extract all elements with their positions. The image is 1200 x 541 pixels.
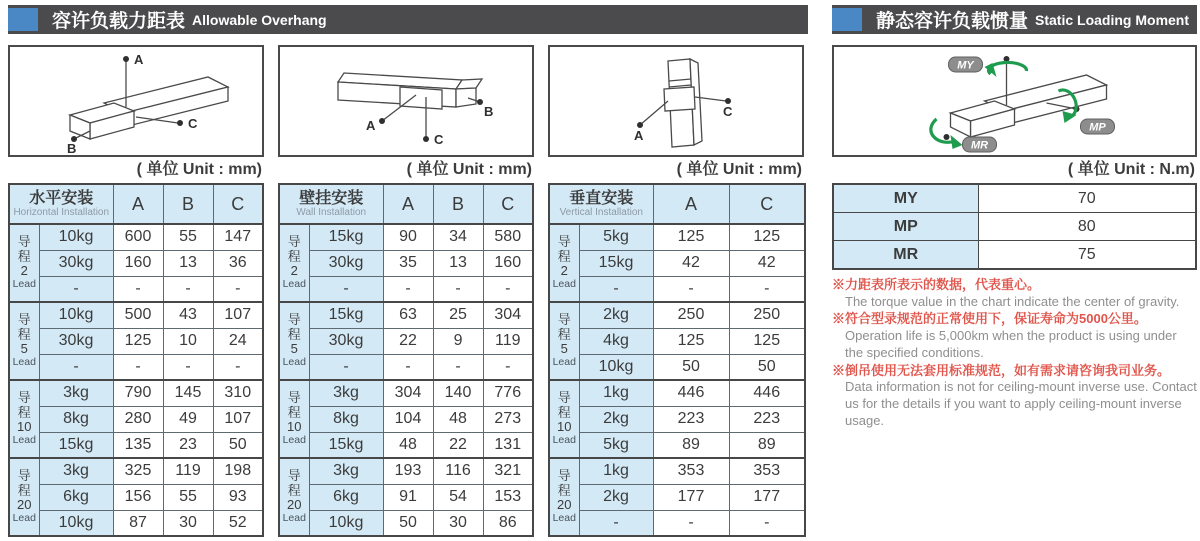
column-header-c: C xyxy=(213,184,263,224)
value-cell: 107 xyxy=(213,302,263,328)
value-cell: - xyxy=(433,354,483,380)
value-cell: 52 xyxy=(213,510,263,536)
value-cell: 353 xyxy=(729,458,805,484)
moment-diagram-box xyxy=(832,45,1197,157)
value-cell: 89 xyxy=(653,432,729,458)
value-cell: - xyxy=(653,276,729,302)
svg-text:C: C xyxy=(723,104,733,119)
load-cell: 3kg xyxy=(309,458,383,484)
column-header-c: C xyxy=(729,184,805,224)
value-cell: 198 xyxy=(213,458,263,484)
table-row xyxy=(549,380,805,406)
load-cell: - xyxy=(579,510,653,536)
note-zh: ※力距表所表示的数据，代表重心。 xyxy=(832,277,1041,292)
value-cell: 42 xyxy=(653,250,729,276)
load-cell: 6kg xyxy=(309,484,383,510)
load-cell: 30kg xyxy=(309,250,383,276)
load-cell: 30kg xyxy=(309,328,383,354)
svg-text:C: C xyxy=(188,116,198,131)
static-moment-section xyxy=(832,45,1197,430)
load-cell: - xyxy=(39,354,113,380)
value-cell: 125 xyxy=(653,328,729,354)
value-cell: 35 xyxy=(383,250,433,276)
table-row xyxy=(549,328,805,354)
value-cell: 273 xyxy=(483,406,533,432)
lead-cell: 导 程 2 Lead xyxy=(9,224,39,302)
moment-section-header xyxy=(832,5,1197,34)
value-cell: 42 xyxy=(729,250,805,276)
svg-text:B: B xyxy=(484,104,494,119)
value-cell: 22 xyxy=(433,432,483,458)
lead-cell: 导 程 20 Lead xyxy=(549,458,579,536)
table-row xyxy=(279,354,533,380)
table-row xyxy=(549,224,805,250)
header-row xyxy=(549,184,805,224)
installation-name-zh: 垂直安装 xyxy=(569,189,634,207)
value-cell: 125 xyxy=(729,224,805,250)
note-en: The torque value in the chart indicate the center of gravity. xyxy=(845,293,1180,309)
value-cell: 13 xyxy=(163,250,213,276)
installation-name-en: Horizontal Installation xyxy=(13,207,110,219)
value-cell: 193 xyxy=(383,458,433,484)
notes-block xyxy=(832,276,1197,430)
value-cell: 90 xyxy=(383,224,433,250)
value-cell: - xyxy=(483,276,533,302)
value-cell: - xyxy=(483,354,533,380)
load-cell: - xyxy=(309,354,383,380)
table-row xyxy=(279,250,533,276)
value-cell: 310 xyxy=(213,380,263,406)
table-row xyxy=(279,484,533,510)
lead-cell: 导 程 5 Lead xyxy=(279,302,309,380)
horizontal-diagram-box xyxy=(8,45,264,157)
overhang-title-zh: 容许负载力距表 xyxy=(52,11,186,32)
value-cell: 9 xyxy=(433,328,483,354)
installation-name-en: Vertical Installation xyxy=(559,207,643,219)
moment-title-zh: 静态容许负载惯量 xyxy=(876,11,1029,32)
value-cell: 50 xyxy=(383,510,433,536)
value-cell: 325 xyxy=(113,458,163,484)
value-cell: 50 xyxy=(653,354,729,380)
vertical-installation-section xyxy=(548,45,804,537)
load-cell: 10kg xyxy=(39,224,113,250)
table-row xyxy=(279,328,533,354)
table-row xyxy=(549,276,805,302)
value-cell: 119 xyxy=(483,328,533,354)
table-row xyxy=(9,510,263,536)
table-row xyxy=(549,354,805,380)
value-cell: 321 xyxy=(483,458,533,484)
value-cell: 140 xyxy=(433,380,483,406)
moment-rail-diagram-icon xyxy=(834,47,1195,155)
load-cell: 1kg xyxy=(579,380,653,406)
value-cell: 86 xyxy=(483,510,533,536)
value-cell: 91 xyxy=(383,484,433,510)
value-cell: - xyxy=(113,276,163,302)
value-cell: 107 xyxy=(213,406,263,432)
table-row xyxy=(833,213,1196,241)
value-cell: 223 xyxy=(729,406,805,432)
value-cell: 125 xyxy=(729,328,805,354)
value-cell: 353 xyxy=(653,458,729,484)
value-cell: - xyxy=(433,276,483,302)
value-cell: - xyxy=(213,276,263,302)
load-cell: 5kg xyxy=(579,432,653,458)
moment-label-my: MY xyxy=(833,184,978,213)
table-row xyxy=(833,241,1196,270)
installation-name-cell xyxy=(9,184,113,224)
value-cell: 25 xyxy=(433,302,483,328)
value-cell: 600 xyxy=(113,224,163,250)
note-en: Data information is not for ceiling-mount inverse use. Contact us for the details if you want to apply ceiling-mount inverse usage. xyxy=(845,379,1197,429)
value-cell: 147 xyxy=(213,224,263,250)
svg-text:C: C xyxy=(434,132,444,147)
load-cell: 15kg xyxy=(309,432,383,458)
value-cell: - xyxy=(163,276,213,302)
vertical-rail-diagram-icon xyxy=(550,47,802,155)
column-header-b: B xyxy=(433,184,483,224)
value-cell: 131 xyxy=(483,432,533,458)
value-cell: 125 xyxy=(653,224,729,250)
value-cell: 160 xyxy=(113,250,163,276)
table-row xyxy=(549,432,805,458)
load-cell: 10kg xyxy=(309,510,383,536)
value-cell: - xyxy=(383,276,433,302)
unit-label-nm: ( 单位 Unit : N.m) xyxy=(1067,161,1195,178)
load-cell: 3kg xyxy=(309,380,383,406)
load-cell: 10kg xyxy=(579,354,653,380)
table-row xyxy=(549,250,805,276)
load-cell: 1kg xyxy=(579,458,653,484)
value-cell: 135 xyxy=(113,432,163,458)
table-row xyxy=(279,380,533,406)
table-row xyxy=(549,406,805,432)
accent-square-icon xyxy=(832,8,862,31)
svg-text:MP: MP xyxy=(1089,121,1106,134)
value-cell: 30 xyxy=(433,510,483,536)
value-cell: 63 xyxy=(383,302,433,328)
table-row xyxy=(9,432,263,458)
load-cell: 2kg xyxy=(579,302,653,328)
value-cell: 304 xyxy=(383,380,433,406)
table-row xyxy=(549,484,805,510)
wall-diagram-box xyxy=(278,45,534,157)
value-cell: 89 xyxy=(729,432,805,458)
svg-text:A: A xyxy=(366,118,376,133)
load-cell: 4kg xyxy=(579,328,653,354)
value-cell: 48 xyxy=(383,432,433,458)
installation-name-cell xyxy=(279,184,383,224)
load-cell: 5kg xyxy=(579,224,653,250)
load-cell: 15kg xyxy=(309,224,383,250)
value-cell: 790 xyxy=(113,380,163,406)
moment-label-mr: MR xyxy=(833,241,978,270)
value-cell: 580 xyxy=(483,224,533,250)
lead-cell: 导 程 2 Lead xyxy=(279,224,309,302)
value-cell: 50 xyxy=(213,432,263,458)
value-cell: 119 xyxy=(163,458,213,484)
horizontal-installation-section xyxy=(8,45,264,537)
column-header-a: A xyxy=(383,184,433,224)
load-cell: 6kg xyxy=(39,484,113,510)
value-cell: 13 xyxy=(433,250,483,276)
value-cell: 36 xyxy=(213,250,263,276)
load-cell: 2kg xyxy=(579,484,653,510)
value-cell: 49 xyxy=(163,406,213,432)
svg-text:A: A xyxy=(134,52,144,67)
table-row xyxy=(279,510,533,536)
value-cell: 93 xyxy=(213,484,263,510)
table-row xyxy=(549,302,805,328)
moment-label-mp: MP xyxy=(833,213,978,241)
table-row xyxy=(9,302,263,328)
wall-installation-section xyxy=(278,45,534,537)
value-cell: 23 xyxy=(163,432,213,458)
value-cell: 250 xyxy=(653,302,729,328)
header-row xyxy=(279,184,533,224)
value-cell: 54 xyxy=(433,484,483,510)
table-row xyxy=(9,250,263,276)
value-cell: 446 xyxy=(729,380,805,406)
column-header-a: A xyxy=(113,184,163,224)
load-cell: - xyxy=(309,276,383,302)
table-row xyxy=(279,276,533,302)
value-cell: 177 xyxy=(729,484,805,510)
value-cell: 116 xyxy=(433,458,483,484)
svg-text:MY: MY xyxy=(957,59,974,72)
svg-text:A: A xyxy=(634,128,644,143)
table-row xyxy=(9,406,263,432)
load-cell: 8kg xyxy=(39,406,113,432)
installation-name-en: Wall Installation xyxy=(296,207,367,219)
table-row xyxy=(9,484,263,510)
vertical-overhang-table xyxy=(548,183,806,537)
load-cell: 15kg xyxy=(309,302,383,328)
accent-square-icon xyxy=(8,8,38,31)
unit-label-mm: ( 单位 Unit : mm) xyxy=(676,161,802,178)
load-cell: 15kg xyxy=(39,432,113,458)
svg-text:MR: MR xyxy=(970,139,989,152)
value-cell: - xyxy=(113,354,163,380)
lead-cell: 导 程 2 Lead xyxy=(549,224,579,302)
column-header-b: B xyxy=(163,184,213,224)
vertical-diagram-box xyxy=(548,45,804,157)
load-cell: - xyxy=(579,276,653,302)
overhang-section-header xyxy=(8,5,808,34)
value-cell: - xyxy=(213,354,263,380)
table-row xyxy=(549,510,805,536)
installation-name-zh: 水平安装 xyxy=(29,189,94,207)
column-header-c: C xyxy=(483,184,533,224)
value-cell: - xyxy=(729,510,805,536)
table-row xyxy=(279,458,533,484)
table-row xyxy=(9,328,263,354)
value-cell: 145 xyxy=(163,380,213,406)
unit-label-mm: ( 单位 Unit : mm) xyxy=(136,161,262,178)
lead-cell: 导 程 10 Lead xyxy=(279,380,309,458)
table-row xyxy=(9,224,263,250)
column-header-a: A xyxy=(653,184,729,224)
load-cell: 30kg xyxy=(39,328,113,354)
value-cell: 160 xyxy=(483,250,533,276)
note-zh: ※倒吊使用无法套用标准规范，如有需求请咨询我司业务。 xyxy=(832,362,1171,378)
table-row xyxy=(279,432,533,458)
lead-cell: 导 程 10 Lead xyxy=(9,380,39,458)
value-cell: 250 xyxy=(729,302,805,328)
table-row xyxy=(833,184,1196,213)
moment-title-en: Static Loading Moment xyxy=(1035,11,1190,28)
table-row xyxy=(9,380,263,406)
moment-value-my: 70 xyxy=(978,184,1196,213)
horizontal-overhang-table xyxy=(8,183,264,537)
value-cell: 304 xyxy=(483,302,533,328)
value-cell: 55 xyxy=(163,224,213,250)
header-row xyxy=(9,184,263,224)
value-cell: - xyxy=(653,510,729,536)
table-row xyxy=(279,302,533,328)
value-cell: - xyxy=(729,276,805,302)
value-cell: 10 xyxy=(163,328,213,354)
value-cell: 24 xyxy=(213,328,263,354)
value-cell: 156 xyxy=(113,484,163,510)
wall-rail-diagram-icon xyxy=(280,47,532,155)
value-cell: 43 xyxy=(163,302,213,328)
value-cell: 50 xyxy=(729,354,805,380)
load-cell: 10kg xyxy=(39,510,113,536)
moment-value-mp: 80 xyxy=(978,213,1196,241)
value-cell: 125 xyxy=(113,328,163,354)
value-cell: - xyxy=(163,354,213,380)
moment-value-mr: 75 xyxy=(978,241,1196,270)
value-cell: - xyxy=(383,354,433,380)
value-cell: 446 xyxy=(653,380,729,406)
lead-cell: 导 程 5 Lead xyxy=(549,302,579,380)
table-row xyxy=(279,406,533,432)
lead-cell: 导 程 20 Lead xyxy=(279,458,309,536)
value-cell: 223 xyxy=(653,406,729,432)
load-cell: 15kg xyxy=(579,250,653,276)
value-cell: 34 xyxy=(433,224,483,250)
note-zh: ※符合型录规范的正常使用下，保证寿命为5000公里。 xyxy=(832,311,1147,327)
load-cell: - xyxy=(39,276,113,302)
value-cell: 280 xyxy=(113,406,163,432)
lead-cell: 导 程 5 Lead xyxy=(9,302,39,380)
load-cell: 10kg xyxy=(39,302,113,328)
value-cell: 87 xyxy=(113,510,163,536)
unit-label-mm: ( 单位 Unit : mm) xyxy=(406,161,532,178)
wall-overhang-table xyxy=(278,183,534,537)
load-cell: 3kg xyxy=(39,380,113,406)
lead-cell: 导 程 10 Lead xyxy=(549,380,579,458)
value-cell: 55 xyxy=(163,484,213,510)
overhang-title-en: Allowable Overhang xyxy=(192,11,327,28)
svg-text:B: B xyxy=(67,141,77,155)
table-row xyxy=(9,354,263,380)
value-cell: 500 xyxy=(113,302,163,328)
note-en: Operation life is 5,000km when the product is using under the specified conditions. xyxy=(845,327,1177,360)
value-cell: 104 xyxy=(383,406,433,432)
value-cell: 776 xyxy=(483,380,533,406)
load-cell: 3kg xyxy=(39,458,113,484)
value-cell: 177 xyxy=(653,484,729,510)
value-cell: 22 xyxy=(383,328,433,354)
lead-cell: 导 程 20 Lead xyxy=(9,458,39,536)
installation-name-cell xyxy=(549,184,653,224)
installation-name-zh: 壁挂安装 xyxy=(299,189,364,207)
table-row xyxy=(279,224,533,250)
value-cell: 30 xyxy=(163,510,213,536)
value-cell: 153 xyxy=(483,484,533,510)
table-row xyxy=(549,458,805,484)
static-moment-table xyxy=(832,183,1197,270)
table-row xyxy=(9,276,263,302)
load-cell: 2kg xyxy=(579,406,653,432)
table-row xyxy=(9,458,263,484)
load-cell: 30kg xyxy=(39,250,113,276)
horizontal-rail-diagram-icon xyxy=(10,47,262,155)
value-cell: 48 xyxy=(433,406,483,432)
load-cell: 8kg xyxy=(309,406,383,432)
